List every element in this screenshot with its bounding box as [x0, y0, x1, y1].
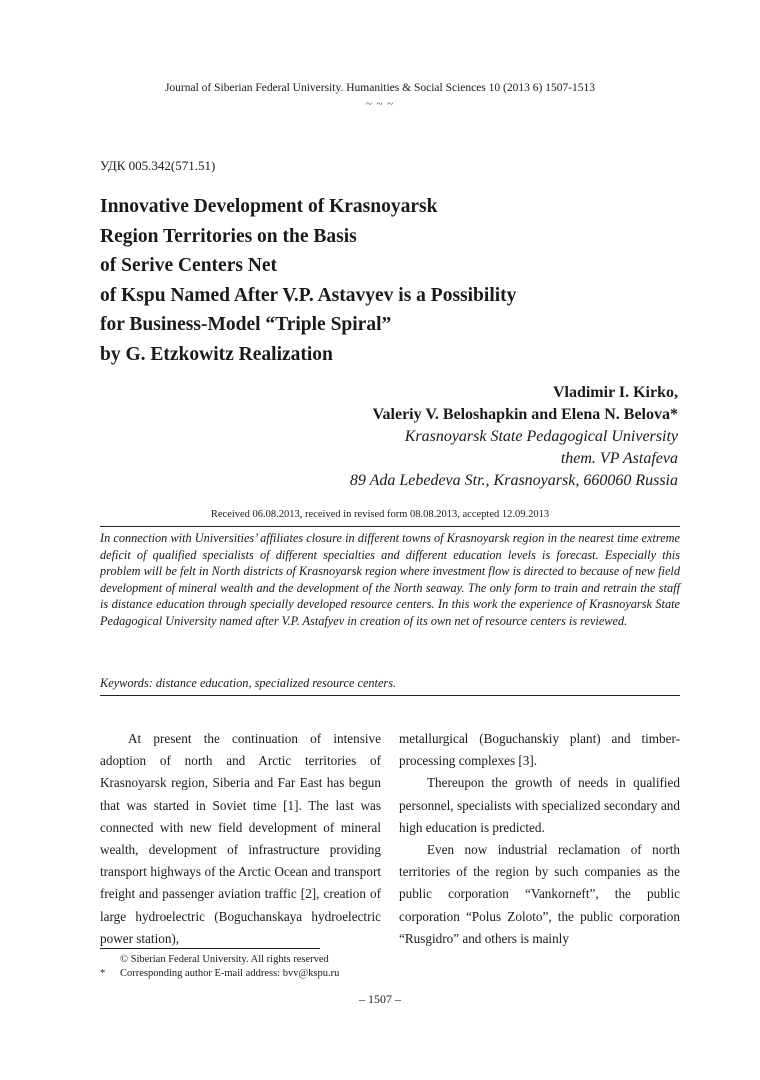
affiliation-line-1: Krasnoyarsk State Pedagogical University	[404, 428, 678, 445]
article-title	[100, 192, 660, 369]
abstract: In connection with Universities’ affiliates closure in different towns of Krasnoyarsk region in the nearest time extreme deficit of qualified specialists of different specialties and different education levels is forecast. Especially this problem will be felt in North districts of Krasnoyarsk region where investment flow is directed to because of new field development of mineral wealth and the development of the North seaway. The only form to train and retrain the staff is distance education through specially developed resource centers. In this work the experience of Krasnoyarsk State Pedagogical University named after V.P. Astafyev in creation of its own net of resource centers is reviewed.	[100, 531, 680, 628]
corresponding-note	[100, 967, 339, 981]
body-paragraph: At present the continuation of intensive adoption of north and Arctic territories of Krasnoyarsk region, Siberia and Far East has begun that was started in Soviet time [1]. The last was connected with new field development of mineral wealth, development of infrastructure providing transport highways of the Arctic Ocean and transport freight and passenger aviation traffic [2], creation of large hydroelectric (Boguchanskaya hydroelectric power station),	[100, 731, 381, 946]
author-line-1: Vladimir I. Kirko,	[552, 384, 678, 401]
affiliation-line-2: them. VP Astafeva	[560, 450, 678, 467]
journal-header: Journal of Siberian Federal University. Humanities & Social Sciences 10 (2013 6) 1507-1513	[164, 82, 596, 94]
keywords: Keywords: distance education, specialized resource centers.	[100, 676, 397, 690]
corresponding-email: Corresponding author E-mail address: bvv@kspu.ru	[120, 968, 340, 979]
footnotes	[100, 953, 339, 981]
title-line: of Serive Centers Net	[100, 255, 278, 276]
received-dates: Received 06.08.2013, received in revised form 08.08.2013, accepted 12.09.2013	[210, 509, 550, 520]
title-line: for Business-Model “Triple Spiral”	[100, 314, 392, 335]
copyright-note: © Siberian Federal University. All rights reserved	[120, 954, 329, 965]
title-line: by G. Etzkowitz Realization	[100, 343, 333, 365]
address-line: 89 Ada Lebedeva Str., Krasnoyarsk, 660060 Russia	[349, 472, 678, 489]
udk-code: УДК 005.342(571.51)	[100, 158, 216, 173]
abstract-bottom-rule	[100, 695, 680, 696]
header-separator: ~ ~ ~	[365, 98, 395, 110]
body-paragraph: Even now industrial reclamation of north territories of the region by such companies as the public corporation “Vankorneft”, the public corporation “Polus Zoloto”, the public corporation “Rusgidro” and others is mainly	[399, 842, 680, 946]
footnote-rule	[100, 948, 320, 949]
author-block	[350, 382, 678, 492]
page-number: – 1507 –	[359, 992, 401, 1006]
body-column-right	[399, 728, 680, 950]
body-column-left	[100, 728, 381, 950]
abstract-top-rule	[100, 526, 680, 527]
footnote-star: *	[100, 968, 106, 979]
title-line: Region Territories on the Basis	[100, 225, 357, 247]
title-line: of Kspu Named After V.P. Astavyev is a Possibility	[100, 284, 517, 306]
author-line-2: Valeriy V. Beloshapkin and Elena N. Belova*	[372, 406, 678, 423]
body-paragraph: metallurgical (Boguchanskiy plant) and timber-processing complexes [3].	[399, 731, 680, 769]
title-line: Innovative Development of Krasnoyarsk	[100, 196, 438, 217]
body-paragraph: Thereupon the growth of needs in qualified personnel, specialists with specialized secondary and high education is predicted.	[399, 775, 680, 835]
